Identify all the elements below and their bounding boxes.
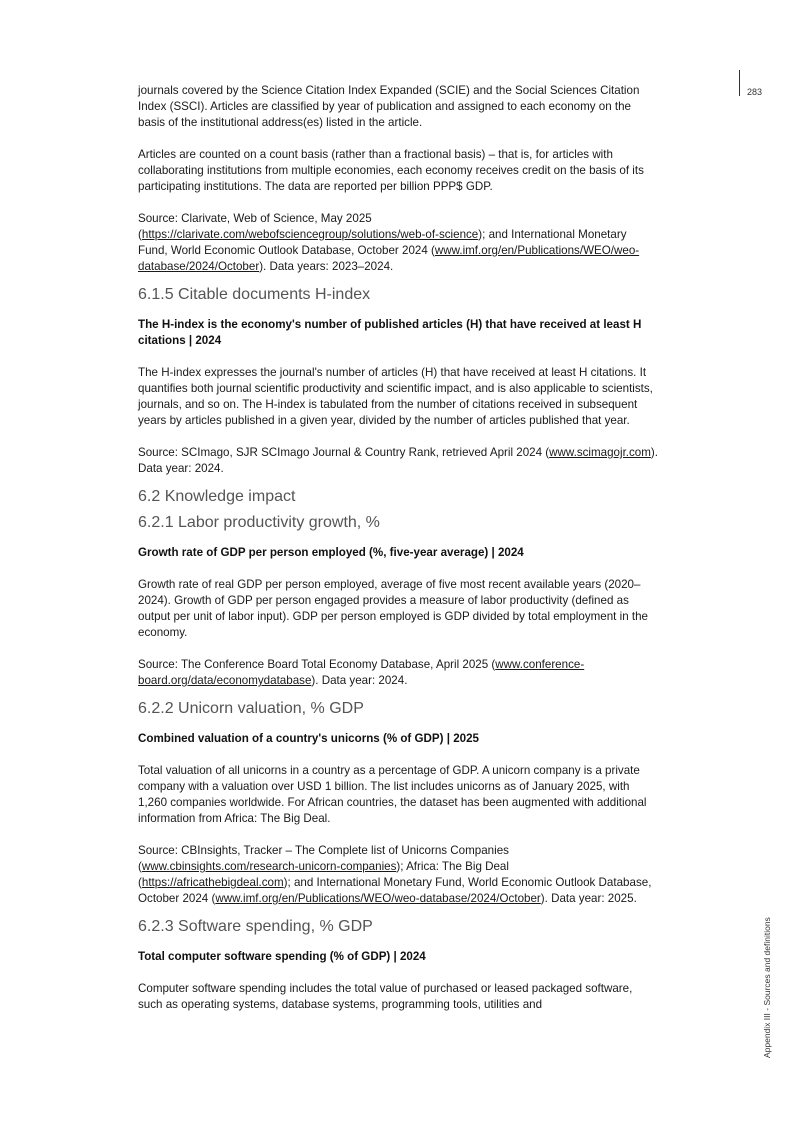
source-6-2-1: Source: The Conference Board Total Economy Database, April 2025 (www.conference-board.org/data/economydatabase). Data year: 2024.: [138, 658, 585, 687]
source-6-2-2: Source: CBInsights, Tracker – The Complete list of Unicorns Companies (www.cbinsights.com/research-unicorn-companies); Africa: The Big Deal (https://africathebigdeal.com); and International Monetary Fund, World Economic Outlook Database, October 2024 (www.imf.org/en/Publications/WEO/weo-database/2024/October). Data year: 2025.: [138, 844, 652, 905]
subtitle-6-2-1: Growth rate of GDP per person employed (%, five-year average) | 2024: [138, 546, 524, 559]
imf-weo-link-2[interactable]: www.imf.org/en/Publications/WEO/weo-database/2024/October: [215, 892, 541, 905]
heading-6-2-3: 6.2.3 Software spending, % GDP: [138, 918, 373, 935]
heading-6-2: 6.2 Knowledge impact: [138, 488, 296, 505]
body-6-1-5: The H-index expresses the journal's number of articles (H) that have received at least H citations. It quantifies both journal scientific productivity and scientific impact, and is also applicable to scientists, journals, and so on. The H-index is tabulated from the number of citations received in subsequent years by articles published in a given year, divided by the number of articles published that year.: [138, 366, 653, 427]
subtitle-6-1-5: The H-index is the economy's number of published articles (H) that have received at least H citations | 2024: [138, 318, 642, 347]
page-rule: [739, 70, 740, 96]
page-number: 283: [747, 87, 763, 97]
side-section-label: Appendix III - Sources and definitions: [762, 917, 772, 1058]
subtitle-6-2-2: Combined valuation of a country's unicorns (% of GDP) | 2025: [138, 732, 479, 745]
africa-big-deal-link[interactable]: https://africathebigdeal.com: [141, 876, 284, 889]
clarivate-link[interactable]: https://clarivate.com/webofsciencegroup/solutions/web-of-science: [141, 228, 479, 241]
body-6-2-1: Growth rate of real GDP per person employed, average of five most recent available years (2020–2024). Growth of GDP per person engaged provides a measure of labor productivity (defined as output per unit of labor input). GDP per person employed is GDP divided by total employment in the economy.: [138, 578, 648, 639]
intro-paragraph-1: journals covered by the Science Citation Index Expanded (SCIE) and the Social Sciences Citation Index (SSCI). Articles are classified by year of publication and assigned to each economy on the basis of the institutional address(es) listed in the article.: [138, 84, 640, 129]
heading-6-2-1: 6.2.1 Labor productivity growth, %: [138, 514, 380, 531]
conference-board-link[interactable]: www.conference-board.org/data/economydatabase: [138, 658, 585, 687]
imf-weo-link[interactable]: www.imf.org/en/Publications/WEO/weo-database/2024/October: [138, 244, 640, 273]
heading-6-1-5: 6.1.5 Citable documents H-index: [138, 286, 371, 303]
source-6-1-5: Source: SCImago, SJR SCImago Journal & Country Rank, retrieved April 2024 (www.scimagojr.com). Data year: 2024.: [138, 446, 659, 475]
page-content: [138, 83, 658, 1029]
heading-6-2-2: 6.2.2 Unicorn valuation, % GDP: [138, 700, 364, 717]
subtitle-6-2-3: Total computer software spending (% of GDP) | 2024: [138, 950, 426, 963]
scimago-link[interactable]: www.scimagojr.com: [549, 446, 651, 459]
cbinsights-link[interactable]: www.cbinsights.com/research-unicorn-companies: [141, 860, 397, 873]
intro-source: Source: Clarivate, Web of Science, May 2025 (https://clarivate.com/webofsciencegroup/solutions/web-of-science); and International Monetary Fund, World Economic Outlook Database, October 2024 (www.imf.org/en/Publications/WEO/weo-database/2024/October). Data years: 2023–2024.: [138, 212, 640, 273]
body-6-2-3: Computer software spending includes the total value of purchased or leased packaged software, such as operating systems, database systems, programming tools, utilities and: [138, 982, 633, 1011]
body-6-2-2: Total valuation of all unicorns in a country as a percentage of GDP. A unicorn company is a private company with a valuation over USD 1 billion. The list includes unicorns as of January 2025, with 1,260 companies worldwide. For African countries, the dataset has been augmented with additional information from Africa: The Big Deal.: [138, 764, 647, 825]
intro-paragraph-2: Articles are counted on a count basis (rather than a fractional basis) – that is, for articles with collaborating institutions from multiple economies, each economy receives credit on the basis of its participating institutions. The data are reported per billion PPP$ GDP.: [138, 148, 644, 193]
